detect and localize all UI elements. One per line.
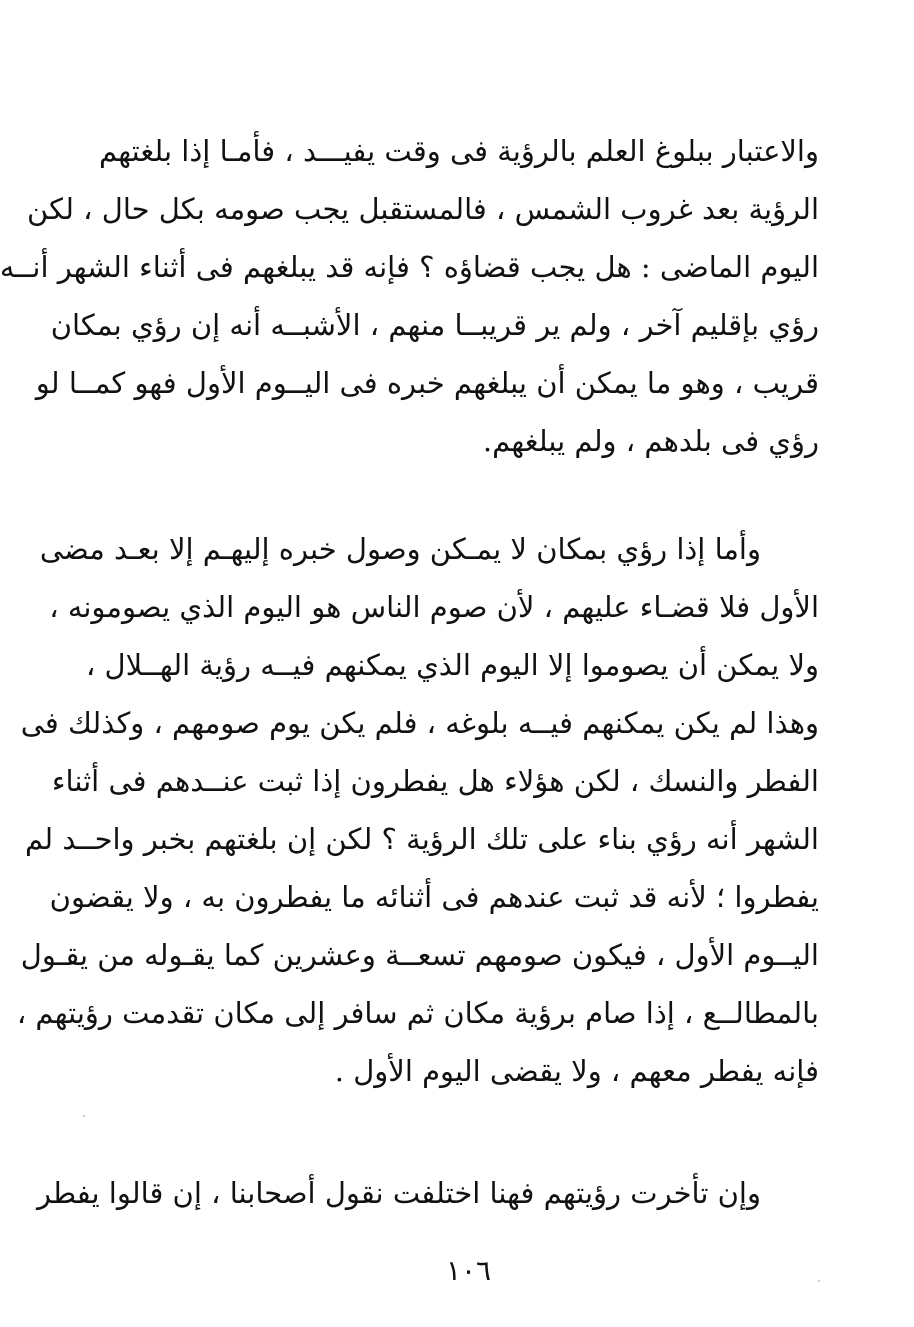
paragraph-3 (37, 1164, 819, 1222)
text-line: وهذا لم يكن يمكنهم فيــه بلوغه ، فلم يكن يوم صومهم ، وكذلك فى (20, 706, 819, 740)
page-number: ١٠٦ (445, 1254, 492, 1287)
text-line: بالمطالــع ، إذا صام برؤية مكان ثم سافر إلى مكان تقدمت رؤيتهم ، (16, 996, 819, 1030)
scan-speck (83, 1115, 85, 1117)
text-line: والاعتبار ببلوغ العلم بالرؤية فى وقت يفيـــد ، فأمـا إذا بلغتهم (99, 134, 819, 168)
text-line: الفطر والنسك ، لكن هؤلاء هل يفطرون إذا ثبت عنــدهم فى أثناء (51, 764, 819, 798)
text-line: رؤي فى بلدهم ، ولم يبلغهم. (482, 424, 819, 458)
text-line: الرؤية بعد غروب الشمس ، فالمستقبل يجب صومه بكل حال ، لكن (27, 192, 819, 226)
text-line: يفطروا ؛ لأنه قد ثبت عندهم فى أثنائه ما يفطرون به ، ولا يقضون (49, 880, 819, 914)
scan-speck (818, 1280, 820, 1282)
text-line: اليــوم الأول ، فيكون صومهم تسعــة وعشرين كما يقـوله من يقـول (20, 938, 819, 972)
text-line: وإن تأخرت رؤيتهم فهنا اختلفت نقول أصحابنا ، إن قالوا يفطر (37, 1176, 761, 1210)
text-line: الشهر أنه رؤي بناء على تلك الرؤية ؟ لكن إن بلغتهم بخبر واحــد لم (25, 822, 819, 856)
text-line: الأول فلا قضـاء عليهم ، لأن صوم الناس هو اليوم الذي يصومونه ، (49, 590, 819, 624)
text-line: وأما إذا رؤي بمكان لا يمـكن وصول خبره إليهـم إلا بعـد مضى (39, 532, 761, 566)
paragraph-2 (16, 520, 819, 1100)
text-line: ولا يمكن أن يصوموا إلا اليوم الذي يمكنهم فيــه رؤية الهــلال ، (85, 648, 819, 682)
text-line: قريب ، وهو ما يمكن أن يبلغهم خبره فى اليــوم الأول فهو كمــا لو (35, 366, 819, 400)
text-line: رؤي بإقليم آخر ، ولم ير قريبــا منهم ، الأشبــه أنه إن رؤي بمكان (50, 308, 819, 342)
text-line: فإنه يفطر معهم ، ولا يقضى اليوم الأول . (334, 1054, 819, 1088)
paragraph-1 (0, 122, 819, 470)
text-line: اليوم الماضى : هل يجب قضاؤه ؟ فإنه قد يبلغهم فى أثناء الشهر أنــه (0, 250, 819, 284)
